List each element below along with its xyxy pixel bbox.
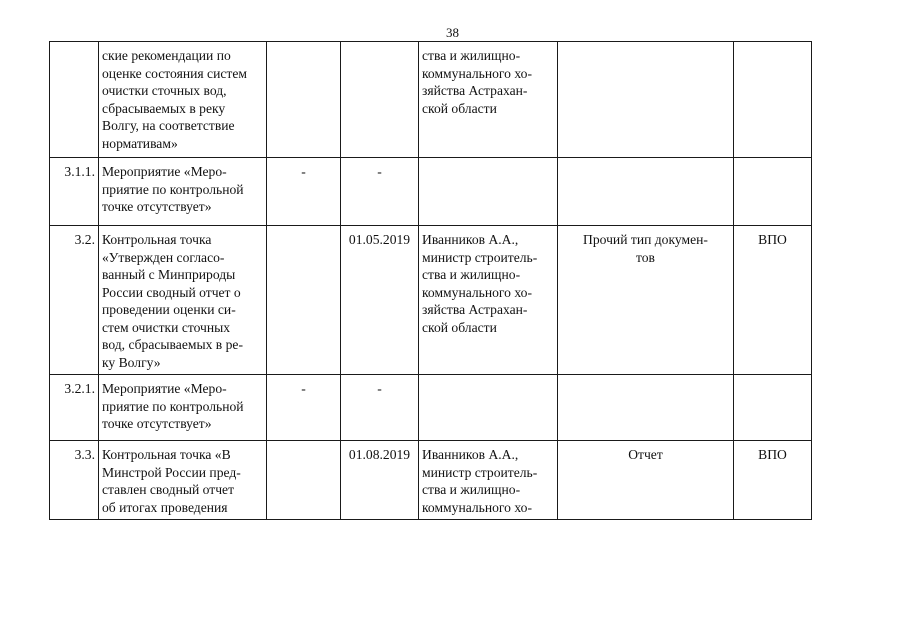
item-name-line: Мероприятие «Меро- [102,381,227,396]
item-number-cell: 3.3. [50,441,99,520]
responsible-person-cell [419,226,558,375]
responsible-person-line: Иванников А.А., [422,447,519,462]
start-date-cell [267,441,341,520]
control-level-cell [734,375,812,441]
item-name-cell [99,375,267,441]
item-name-line: Контрольная точка [102,232,212,247]
document-type-cell [558,375,734,441]
responsible-person-line: коммунального хо- [422,499,532,515]
control-points-table [49,41,812,520]
responsible-person-line: министр строитель- [422,249,538,265]
document-type-cell [558,42,734,158]
item-name-line: приятие по контрольной [102,398,244,414]
table-row [50,158,812,226]
item-name-line: Минстрой России пред- [102,464,241,480]
item-number-cell: 3.1.1. [50,158,99,226]
item-name-line: ставлен сводный отчет [102,482,235,497]
control-level-cell [734,158,812,226]
control-level-cell: ВПО [734,226,812,375]
document-type-cell [558,226,734,375]
item-name-line: вод, сбрасываемых в ре- [102,337,243,352]
responsible-person-line: ской области [422,319,497,335]
item-name-line: Волгу, на соответствие [102,118,235,133]
document-type-line: тов [636,249,655,265]
item-name-line: точке отсутствует» [102,416,212,431]
table-row [50,375,812,441]
item-number-cell [50,42,99,158]
document-type-cell [558,441,734,520]
table-row [50,42,812,158]
responsible-person-line: Иванников А.А., [422,232,519,247]
item-name-line: «Утвержден согласо- [102,249,225,265]
table-body [50,42,812,520]
item-name-line: России сводный отчет о [102,284,241,300]
responsible-person-line: ской области [422,100,497,116]
responsible-person-line: коммунального хо- [422,284,532,300]
end-date-cell: 01.08.2019 [341,441,419,520]
start-date-cell: - [267,375,341,441]
item-name-line: точке отсутствует» [102,199,212,214]
responsible-person-line: зяйства Астрахан- [422,302,528,317]
item-number-cell: 3.2.1. [50,375,99,441]
document-type-line: Прочий тип докумен- [583,232,708,247]
responsible-person-cell [419,158,558,226]
end-date-cell: - [341,375,419,441]
item-name-line: нормативам» [102,135,178,151]
item-name-cell [99,226,267,375]
item-name-line: Контрольная точка «В [102,447,231,462]
item-name-line: проведении оценки си- [102,302,236,317]
page-number: 38 [446,25,459,40]
responsible-person-line: зяйства Астрахан- [422,83,528,98]
item-name-line: ку Волгу» [102,354,161,370]
item-name-line: оценке состояния систем [102,65,247,81]
item-name-line: ские рекомендации по [102,48,231,63]
responsible-person-line: ства и жилищно- [422,482,521,497]
item-name-line: ванный с Минприроды [102,267,236,282]
start-date-cell: - [267,158,341,226]
item-number-cell: 3.2. [50,226,99,375]
item-name-cell [99,158,267,226]
responsible-person-cell [419,441,558,520]
table-row [50,441,812,520]
item-name-line: очистки сточных вод, [102,83,227,98]
document-type-line: Отчет [628,447,663,462]
end-date-cell [341,42,419,158]
control-level-cell [734,42,812,158]
responsible-person-cell [419,375,558,441]
responsible-person-line: министр строитель- [422,464,538,480]
responsible-person-line: коммунального хо- [422,65,532,81]
item-name-line: приятие по контрольной [102,181,244,197]
item-name-cell [99,42,267,158]
document-type-cell [558,158,734,226]
item-name-line: Мероприятие «Меро- [102,164,227,179]
table-row [50,226,812,375]
control-level-cell: ВПО [734,441,812,520]
responsible-person-cell [419,42,558,158]
item-name-line: об итогах проведения [102,499,228,515]
item-name-line: сбрасываемых в реку [102,100,226,116]
item-name-line: стем очистки сточных [102,319,231,335]
end-date-cell: 01.05.2019 [341,226,419,375]
start-date-cell [267,42,341,158]
end-date-cell: - [341,158,419,226]
item-name-cell [99,441,267,520]
responsible-person-line: ства и жилищно- [422,267,521,282]
start-date-cell [267,226,341,375]
responsible-person-line: ства и жилищно- [422,48,521,63]
